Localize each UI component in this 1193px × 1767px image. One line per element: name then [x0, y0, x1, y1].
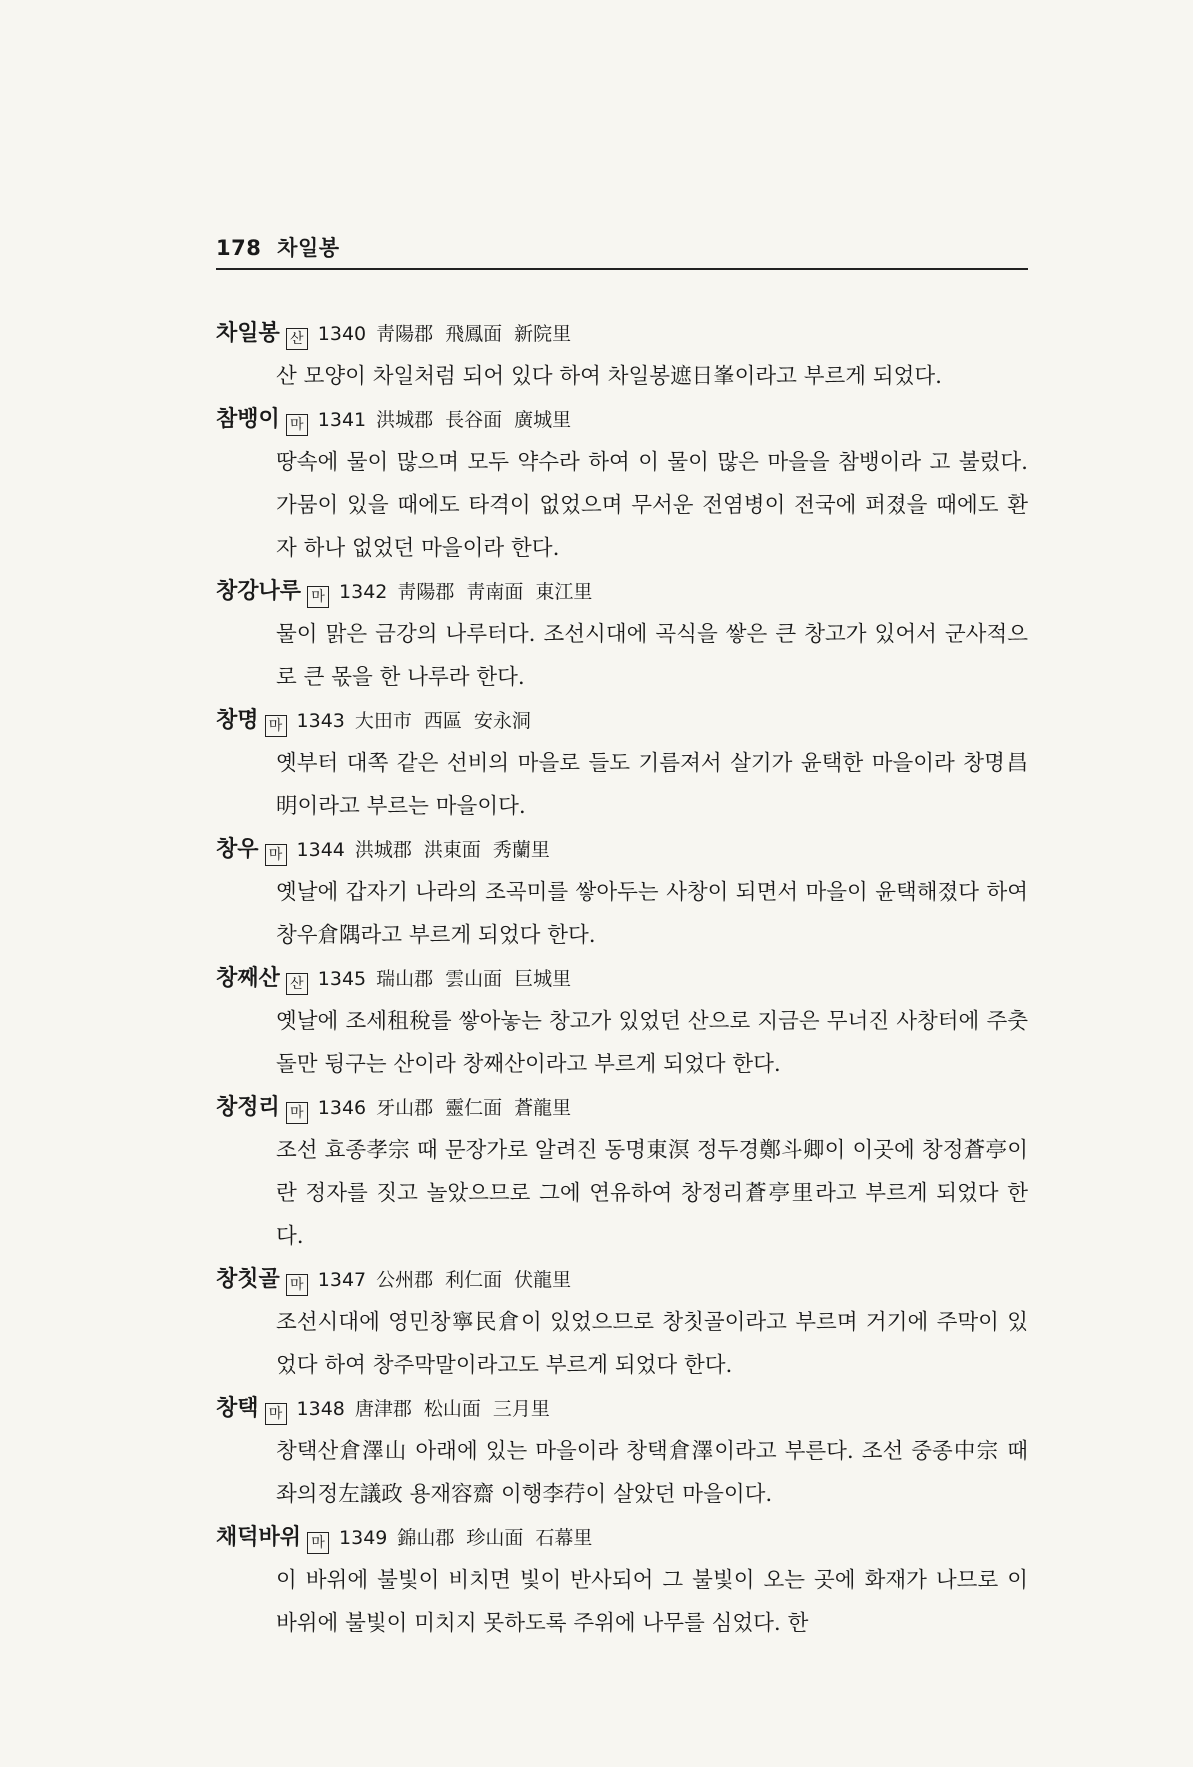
dictionary-entry — [216, 957, 1028, 1086]
entry-term: 창칫골 — [216, 1267, 280, 1292]
entry-headline — [216, 570, 1028, 613]
entry-description: 땅속에 물이 많으며 모두 약수라 하여 이 물이 많은 마을을 참뱅이라 고 불렀다. 가뭄이 있을 때에도 타격이 없었으며 무서운 전염병이 전국에 퍼졌을 때에도 환자 하나 없었던 마을이라 한다. — [276, 450, 1028, 561]
entry-number: 1340 — [317, 323, 367, 345]
entry-number: 1343 — [296, 710, 345, 732]
entry-term: 창택 — [216, 1396, 259, 1421]
entry-number: 1344 — [296, 839, 345, 861]
entry-description: 창택산倉澤山 아래에 있는 마을이라 창택倉澤이라고 부른다. 조선 중종中宗 때 좌의정左議政 용재容齋 이행李荇이 살았던 마을이다. — [276, 1439, 1028, 1507]
entry-term: 창째산 — [216, 966, 280, 991]
entry-location: 三月里 — [492, 1398, 550, 1420]
entry-headline — [216, 1086, 1028, 1129]
entry-location: 東江里 — [535, 581, 593, 603]
entry-location: 新院里 — [514, 323, 572, 345]
entry-location: 巨城里 — [514, 968, 572, 990]
entry-location: 靑南面 — [466, 581, 524, 603]
entry-term: 창정리 — [216, 1095, 280, 1120]
dictionary-entry — [216, 828, 1028, 957]
entry-headline — [216, 1516, 1028, 1559]
dictionary-entry — [216, 1387, 1028, 1516]
entry-location: 安永洞 — [473, 710, 531, 732]
entry-location: 靑陽郡 — [376, 323, 434, 345]
dictionary-entry — [216, 699, 1028, 828]
entry-location: 伏龍里 — [514, 1269, 572, 1291]
entry-number: 1342 — [339, 581, 388, 603]
entry-headline — [216, 312, 1028, 355]
entry-number: 1349 — [339, 1527, 388, 1549]
entry-headline — [216, 699, 1028, 742]
header-rule — [216, 268, 1028, 270]
dictionary-entry — [216, 1086, 1028, 1258]
entry-type-badge: 마 — [265, 1403, 287, 1425]
entry-description: 옛날에 갑자기 나라의 조곡미를 쌓아두는 사창이 되면서 마을이 윤택해졌다 하여 창우倉隅라고 부르게 되었다 한다. — [276, 880, 1028, 948]
entry-number: 1347 — [317, 1269, 367, 1291]
entry-location: 錦山郡 — [397, 1527, 455, 1549]
entry-location: 廣城里 — [514, 409, 572, 431]
dictionary-entry — [216, 1258, 1028, 1387]
entry-location: 洪城郡 — [354, 839, 412, 861]
entry-headline — [216, 957, 1028, 1000]
entry-headline — [216, 828, 1028, 871]
entry-location: 洪東面 — [423, 839, 481, 861]
entry-list — [216, 312, 1028, 1645]
entry-type-badge: 마 — [265, 844, 287, 866]
entry-type-badge: 산 — [286, 973, 308, 995]
entry-description: 옛부터 대쪽 같은 선비의 마을로 들도 기름져서 살기가 윤택한 마을이라 창명昌明이라고 부르는 마을이다. — [276, 751, 1028, 819]
entry-location: 瑞山郡 — [376, 968, 434, 990]
entry-description: 조선시대에 영민창寧民倉이 있었으므로 창칫골이라고 부르며 거기에 주막이 있었다 하여 창주막말이라고도 부르게 되었다 한다. — [276, 1310, 1028, 1378]
dictionary-entry — [216, 1516, 1028, 1645]
entry-location: 秀蘭里 — [492, 839, 550, 861]
entry-type-badge: 마 — [307, 1532, 329, 1554]
entry-term: 창강나루 — [216, 579, 302, 604]
entry-description: 산 모양이 차일처럼 되어 있다 하여 차일봉遮日峯이라고 부르게 되었다. — [276, 364, 943, 389]
dictionary-entry — [216, 312, 1028, 398]
entry-headline — [216, 398, 1028, 441]
entry-headline — [216, 1387, 1028, 1430]
page-number: 178 — [216, 236, 262, 260]
entry-location: 蒼龍里 — [514, 1097, 572, 1119]
entry-location: 洪城郡 — [376, 409, 434, 431]
entry-term: 채덕바위 — [216, 1525, 302, 1550]
entry-type-badge: 마 — [286, 414, 308, 436]
entry-number: 1345 — [317, 968, 367, 990]
entry-location: 松山面 — [423, 1398, 481, 1420]
entry-location: 雲山面 — [445, 968, 503, 990]
entry-type-badge: 마 — [286, 1102, 308, 1124]
entry-type-badge: 산 — [286, 328, 308, 350]
entry-location: 西區 — [423, 710, 462, 732]
entry-location: 牙山郡 — [376, 1097, 434, 1119]
entry-location: 利仁面 — [445, 1269, 503, 1291]
entry-type-badge: 마 — [265, 715, 287, 737]
entry-location: 靑陽郡 — [397, 581, 455, 603]
entry-headline — [216, 1258, 1028, 1301]
entry-term: 창명 — [216, 708, 259, 733]
running-header — [216, 232, 1026, 262]
entry-term: 차일봉 — [216, 321, 280, 346]
entry-location: 唐津郡 — [354, 1398, 412, 1420]
entry-location: 公州郡 — [376, 1269, 434, 1291]
entry-type-badge: 마 — [286, 1274, 308, 1296]
entry-description: 이 바위에 불빛이 비치면 빛이 반사되어 그 불빛이 오는 곳에 화재가 나므로 이 바위에 불빛이 미치지 못하도록 주위에 나무를 심었다. 한 — [276, 1568, 1028, 1636]
entry-term: 창우 — [216, 837, 259, 862]
running-title: 차일봉 — [277, 236, 340, 260]
entry-location: 靈仁面 — [445, 1097, 503, 1119]
entry-term: 참뱅이 — [216, 407, 280, 432]
entry-number: 1346 — [317, 1097, 367, 1119]
entry-location: 珍山面 — [466, 1527, 524, 1549]
entry-description: 조선 효종孝宗 때 문장가로 알려진 동명東溟 정두경鄭斗卿이 이곳에 창정蒼亭이란 정자를 짓고 놀았으므로 그에 연유하여 창정리蒼亭里라고 부르게 되었다 한다. — [276, 1138, 1028, 1249]
entry-description: 물이 맑은 금강의 나루터다. 조선시대에 곡식을 쌓은 큰 창고가 있어서 군사적으로 큰 몫을 한 나루라 한다. — [276, 622, 1028, 690]
entry-location: 飛鳳面 — [445, 323, 503, 345]
dictionary-entry — [216, 570, 1028, 699]
entry-location: 大田市 — [354, 710, 412, 732]
entry-description: 옛날에 조세租稅를 쌓아놓는 창고가 있었던 산으로 지금은 무너진 사창터에 주춧돌만 뒹구는 산이라 창째산이라고 부르게 되었다 한다. — [276, 1009, 1028, 1077]
dictionary-entry — [216, 398, 1028, 570]
entry-type-badge: 마 — [307, 586, 329, 608]
entry-location: 長谷面 — [445, 409, 503, 431]
entry-number: 1341 — [317, 409, 367, 431]
entry-number: 1348 — [296, 1398, 345, 1420]
entry-location: 石幕里 — [535, 1527, 593, 1549]
